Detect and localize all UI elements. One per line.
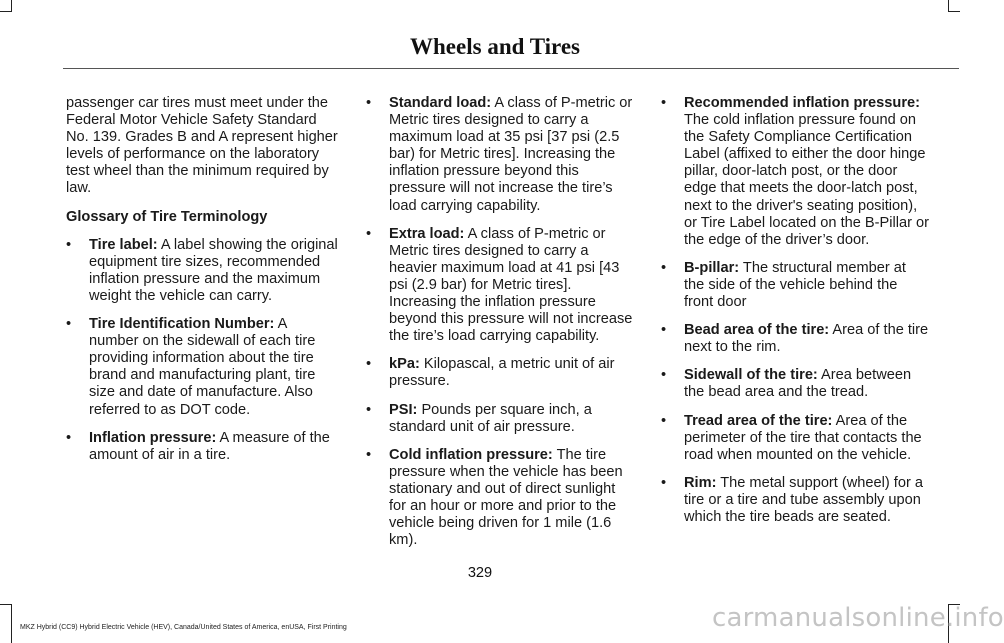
term-label: Cold inflation pressure: — [389, 446, 553, 463]
bullet-icon: • — [66, 316, 72, 333]
term-label: Sidewall of the tire: — [684, 367, 818, 384]
bullet-icon: • — [366, 401, 372, 418]
term-label: Bead area of the tire: — [684, 322, 830, 339]
glossary-list-2 — [366, 95, 634, 549]
crop-mark-bottom-left-horizontal — [0, 604, 12, 605]
list-item-tire-identification-number — [66, 316, 338, 419]
watermark: carmanualsonline.info — [712, 603, 1004, 633]
list-item-inflation-pressure — [66, 430, 338, 464]
bullet-icon: • — [661, 259, 667, 276]
column-3 — [661, 95, 929, 537]
list-item-kpa — [366, 356, 634, 390]
page-number: 329 — [467, 565, 493, 581]
term-definition: Area of the tire next to the rim. — [684, 322, 929, 356]
term-label: Extra load: — [389, 225, 465, 242]
term-label: PSI: — [389, 401, 418, 418]
bullet-icon: • — [66, 429, 72, 446]
term-label: kPa: — [389, 356, 420, 373]
term-definition: Area of the perimeter of the tire that contacts the road when mounted on the vehicle. — [684, 412, 922, 463]
page-title: Wheels and Tires — [410, 34, 580, 59]
term-definition: Area between the bead area and the tread. — [684, 367, 912, 401]
bullet-icon: • — [366, 95, 372, 111]
list-item-bead-area — [661, 322, 929, 356]
glossary-list-3 — [661, 95, 929, 526]
column-2 — [366, 95, 634, 560]
list-item-sidewall — [661, 367, 929, 401]
term-label: B-pillar: — [684, 259, 740, 276]
bullet-icon: • — [66, 236, 72, 253]
term-definition: The structural member at the side of the vehicle behind the front door — [684, 259, 906, 311]
term-definition: The metal support (wheel) for a tire or a tire and tube assembly upon which the tire beads are seated. — [684, 474, 924, 525]
list-item-tread-area — [661, 413, 929, 464]
term-definition: The tire pressure when the vehicle has been stationary and out of direct sunlight for an hour or more and prior to the vehicle being driven for 1 mile (1.6 km). — [389, 446, 623, 549]
term-label: Tire label: — [89, 236, 158, 253]
term-definition: A measure of the amount of air in a tire. — [89, 429, 330, 463]
bullet-icon: • — [661, 412, 667, 429]
list-item-rim — [661, 475, 929, 526]
bullet-icon: • — [661, 322, 667, 339]
term-label: Tire Identification Number: — [89, 316, 275, 333]
bullet-icon: • — [661, 95, 667, 111]
bullet-icon: • — [661, 367, 667, 384]
term-label: Standard load: — [389, 95, 492, 111]
list-item-b-pillar — [661, 260, 929, 311]
term-definition: Kilopascal, a metric unit of air pressure. — [389, 356, 615, 390]
crop-mark-bottom-left-vertical — [11, 604, 12, 643]
glossary-heading: Glossary of Tire Terminology — [66, 208, 268, 225]
list-item-cold-inflation-pressure — [366, 447, 634, 550]
term-label: Recommended inflation pressure: — [684, 95, 920, 111]
bullet-icon: • — [661, 474, 667, 491]
term-label: Inflation pressure: — [89, 429, 217, 446]
term-definition: Pounds per square inch, a standard unit of air pressure. — [389, 401, 592, 435]
list-item-psi — [366, 402, 634, 436]
bullet-icon: • — [366, 225, 372, 242]
bullet-icon: • — [366, 446, 372, 463]
glossary-list-1 — [66, 237, 338, 464]
crop-mark-top-left-horizontal — [0, 11, 12, 12]
edition-footer: MKZ Hybrid (CC9) Hybrid Electric Vehicle (HEV), Canada/United States of America, enUSA, First Printing — [20, 624, 347, 631]
intro-paragraph: passenger car tires must meet under the Federal Motor Vehicle Safety Standard No. 139. Grades B and A represent higher levels of performance on the laboratory test wheel than the minimum required by law. — [66, 95, 338, 197]
term-definition: A number on the sidewall of each tire providing information about the tire brand and manufacturing plant, tire size and date of manufacture. Also referred to as DOT code. — [89, 316, 316, 418]
term-definition: A class of P-metric or Metric tires designed to carry a maximum load at 35 psi [37 psi (2.5 bar) for Metric tires]. Increasing the inflation pressure beyond this pressure will not increase the tire’s load carrying capability. — [389, 95, 633, 214]
column-1 — [66, 95, 338, 475]
header-divider — [63, 68, 959, 69]
term-label: Rim: — [684, 474, 717, 491]
term-definition: A class of P-metric or Metric tires designed to carry a heavier maximum load at 41 psi [43 psi (2.9 bar) for Metric tires]. Increasing the inflation pressure beyond this pressure will not increase the tire’s load carrying capability. — [389, 225, 633, 345]
list-item-standard-load — [366, 95, 634, 215]
bullet-icon: • — [366, 356, 372, 373]
list-item-extra-load — [366, 226, 634, 346]
term-label: Tread area of the tire: — [684, 412, 833, 429]
crop-mark-top-right-horizontal — [948, 11, 960, 12]
list-item-tire-label — [66, 237, 338, 305]
list-item-recommended-inflation-pressure — [661, 95, 929, 249]
term-definition: The cold inflation pressure found on the Safety Compliance Certification Label (affixed to either the door hinge pillar, door-latch post, or the door edge that meets the door-latch post, next to the driver's seating position), or Tire Label located on the B-Pillar or the edge of the driver’s door. — [684, 112, 929, 248]
term-definition: A label showing the original equipment tire sizes, recommended inflation pressure and the maximum weight the vehicle can carry. — [89, 236, 338, 304]
